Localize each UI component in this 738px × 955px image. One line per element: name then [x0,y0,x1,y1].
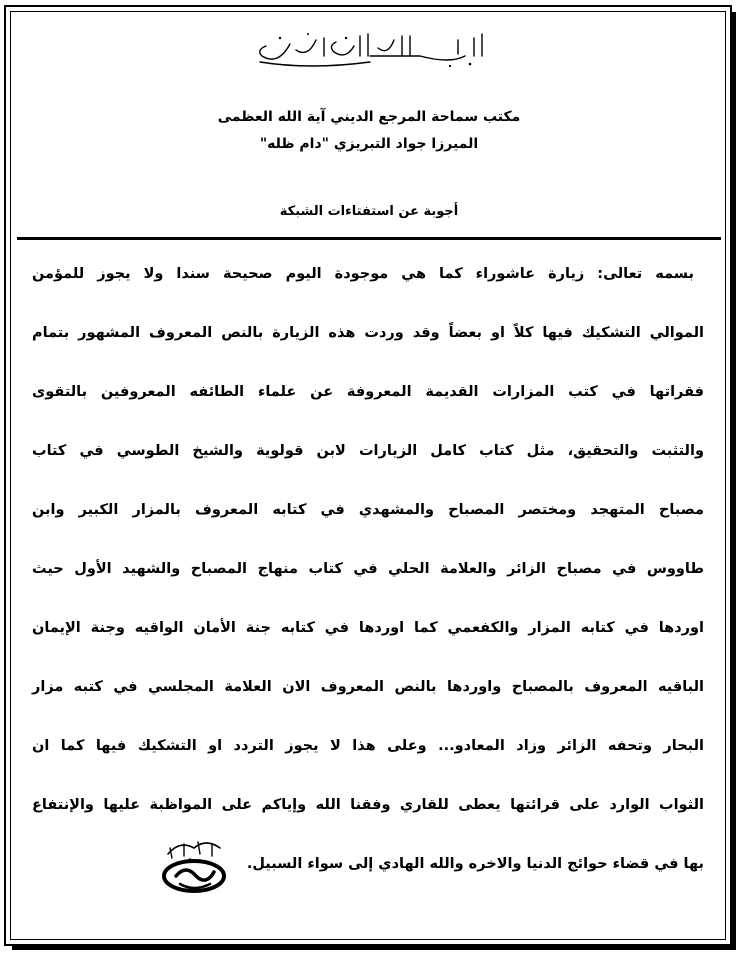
office-title: مكتب سماحة المرجع الديني آية الله العظمى [217,109,521,125]
body-line: والتثبت والتحقيق، مثل كتاب كامل الزيارات لابن قولوية والشيخ الطوسي في كتاب [32,443,704,459]
page-shadow-right [732,12,736,950]
body-line: فقراتها في كتب المزارات القديمة المعروفة عن علماء الطائفه المعروفين بالتقوى [32,384,704,400]
body-line: اوردها في كتابه المزار والكفعمي كما اوردها في كتابه جنة الأمان الواقيه وجنة الإيمان [32,620,704,636]
body-line: طاووس في مصباح الزائر والعلامة الحلي في كتاب منهاج المصباح والشهيد الأول حيث [32,561,704,577]
body-line: الباقيه المعروف بالمصباح واوردها بالنص المعروف الان العلامة المجلسي في كتبه مزار [32,679,704,695]
basmala-calligraphy [250,26,490,72]
marja-name: الميرزا جواد التبريزي "دام ظله" [259,136,479,152]
page-shadow-bottom [12,946,736,950]
body-line: الثواب الوارد على قرائتها يعطى للقاري وفقنا الله وإياكم على المواظبة عليها والإنتفاع [32,797,704,813]
body-line: البحار وتحفه الزائر وزاد المعادو... وعلى هذا لا يجوز التردد او التشكيك فيها كما ان [32,738,704,754]
header-divider [17,237,721,240]
body-line: الموالي التشكيك فيها كلاً او بعضاً وقد وردت هذه الزيارة بالنص المعروف المشهور بتمام [32,325,704,341]
body-line: بها في قضاء حوائج الدنيا والاخره والله الهادي إلى سواء السبيل. [246,856,704,872]
fatwa-body [32,258,704,907]
signature-seal [150,834,238,896]
body-line: مصباح المتهجد ومختصر المصباح والمشهدي في كتابه المعروف بالمزار الكبير وابن [32,502,704,518]
body-line: بسمه تعالى: زيارة عاشوراء كما هي موجودة اليوم صحيحة سندا ولا يجوز للمؤمن [32,266,694,282]
document-subtitle: أجوبة عن استفتاءات الشبكة [279,204,459,219]
